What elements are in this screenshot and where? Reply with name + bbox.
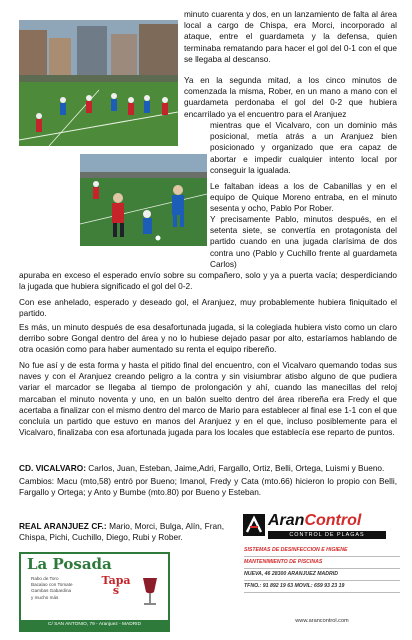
article-paragraph-2b: mientras que el Vicalvaro, con un dominio más posicional, metía atrás a un Aranjuez bien posicionado y organizado que era capaz de abortar e impedir cualquier intento local por conseguir la igualada. (210, 120, 397, 175)
brand-control: Control (304, 512, 362, 529)
menu-item: y mucho más (31, 594, 59, 600)
vicalvaro-label: CD. VICALVARO: (19, 463, 86, 473)
brand-aran: Aran (268, 512, 305, 529)
aran-control-tagline: CONTROL DE PLAGAS (268, 531, 386, 539)
ad-la-posada (19, 552, 170, 632)
article-paragraph-4a: Y precisamente Pablo, minutos después, en el setenta siete, se convertía en protagonista del partido cuando en una jugada clarísima de dos contra uno (Pablo y Cuchillo frente al guardameta Carlos) (210, 214, 397, 269)
menu-item: Gambas Gabardina (31, 588, 72, 594)
phone-line: TFNO.: 91 892 19 63 MOVIL: 659 93 23 19 (244, 581, 400, 593)
menu-item: Rabo de Toro (31, 576, 59, 581)
article-paragraph-4b: apuraba en exceso el esperado envío sobre su compañero, solo y ya a puerta vacía; desperdiciando la jugada que hubiera significado el gol del 0-2. (19, 270, 397, 292)
article-paragraph-6: Es más, un minuto después de esa desafortunada jugada, si la colegiada hubiera visto como un claro derribo sobre Gongal dentro del área y no lo hubiese dejado pasar por alto, estaríamos hablando de otra ocasión como para haber aumentado su renta el equipo ribereño. (19, 322, 397, 355)
la-posada-address: C/ SAN ANTONIO, 79 - Aranjuez - MADRID (21, 620, 168, 630)
vicalvaro-players: Carlos, Juan, Esteban, Jaime,Adri, Fargallo, Ortiz, Belli, Ortega, Luismi y Bueno. (86, 463, 385, 473)
lineup-changes: Cambios: Macu (mto,58) entró por Bueno; Imanol, Fredy y Cata (mto.66) hicieron lo propio con Belli, Fargallo y Ortega; y Anto y Bumbe (mto.80) por Bueno y Esteban. (19, 476, 397, 498)
article-paragraph-1: minuto cuarenta y dos, en un lanzamiento de falta al área local a cargo de Chispa, era Morci, incorporado al ataque, entre el guardameta y la defensa, quien terminaba rematando para hacer el gol del 0-1 con el que se llegaba al descanso. (184, 9, 397, 64)
aranjuez-players: Mario, Morci, Bulga, Alín, Fran, Chispa, Pichi, Cuchillo, Diego, Rubi y Rober. (19, 521, 225, 543)
aran-control-services (244, 545, 400, 593)
aran-control-brand (268, 512, 361, 530)
la-posada-tapas: Tapas (101, 574, 131, 597)
article-paragraph-7: No fue así y de esta forma y hasta el pitido final del encuentro, con el Vicalvaro quemando todas sus naves y con el Aranjuez creando peligro a la contra y sin visiumbrar atisbo alguno de que pudiera variar el marcador se llegaba al tiempo de prolongación y ahí, cuando las manecillas del reloj marcaban el minuto noventa y uno, en un balón suelto dentro del área ribereña era Fredy el que acertaba a finalizar con el mismo dentro del marco de Mario para establecer al final ese 1-1 con el que concluía un partido que estuvo en manos del Aranjuez y en el que, incluso posiblemente para el Vicalvaro, finalizaba con esa afortunada jugada para los locales que establecía ese reparto de puntos. (19, 360, 397, 438)
address-line: NUEVA, 46 28300 ARANJUEZ MADRID (244, 569, 400, 581)
wine-glass-icon (139, 576, 161, 610)
la-posada-name: La Posada (27, 555, 112, 573)
ad-aran-control (240, 512, 400, 632)
la-posada-menu (31, 576, 73, 601)
article-paragraph-5: Con ese anhelado, esperado y deseado gol, el Aranjuez, muy probablemente hubiera finiquitado el partido. (19, 297, 397, 319)
service-line: SISTEMAS DE DESINFECCION E HIGIENE (244, 545, 400, 557)
aranjuez-label: REAL ARANJUEZ CF.: (19, 521, 107, 531)
match-photo-top (19, 20, 178, 146)
service-line: MANTENIMIENTO DE PISCINAS (244, 557, 400, 569)
match-photo-bottom (80, 154, 207, 246)
lineup-vicalvaro (19, 463, 397, 474)
lineup-aranjuez (19, 521, 224, 543)
article-paragraph-3: Le faltaban ideas a los de Cabanillas y en el equipo de Quique Moreno entraba, en el minuto sesenta y ocho, Pablo Por Rober. (210, 181, 397, 214)
aran-control-website[interactable]: www.arancontrol.com (295, 618, 349, 624)
article-paragraph-2: Ya en la segunda mitad, a los cinco minutos de comenzada la misma, Rober, en un mano a mano con el guardameta perdonaba el gol del 0-2 que hubiera encarrilado ya el encuentro para el Aranjuez (184, 75, 397, 119)
menu-item: Bacalao con Tomate (31, 582, 73, 588)
aran-control-logo-icon (243, 514, 265, 536)
